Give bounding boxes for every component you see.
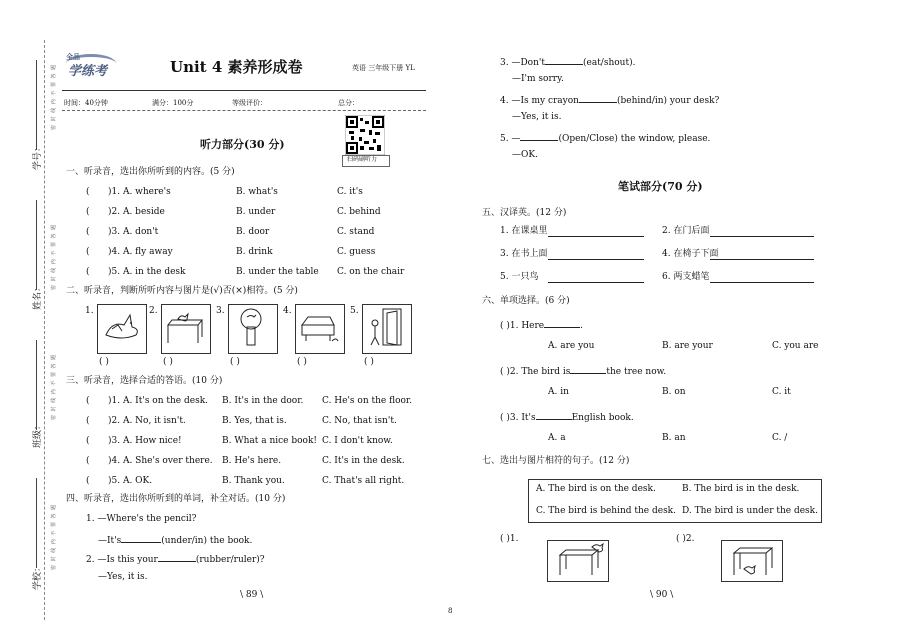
option-c: C. He's on the floor. [322, 396, 413, 406]
answer-paren-open: ( [86, 436, 90, 446]
option-b: B. Thank you. [222, 476, 285, 486]
sec4-line2-start: —It's [98, 536, 122, 546]
option-c: C. guess [337, 247, 376, 257]
answer-paren[interactable]: ( ) [297, 357, 307, 367]
writing-title: 笔试部分(70 分) [618, 180, 703, 193]
sec7-q1[interactable]: ( )1. [500, 534, 519, 544]
sec4-line4: —Yes, it is. [98, 572, 148, 582]
sec6-q1-end: . [580, 321, 584, 331]
sec7-option-b: B. The bird is in the desk. [682, 484, 800, 494]
rt-line3 [500, 93, 719, 107]
gutter-label-id: 学号： [33, 142, 43, 170]
gutter-blank-3 [36, 340, 37, 430]
rt-line3-end: (behind/in) your desk? [616, 96, 720, 106]
answer-line[interactable] [710, 259, 814, 260]
answer-blank[interactable] [158, 552, 196, 562]
answer-paren-open: ( [86, 207, 90, 217]
answer-paren-open: ( [86, 187, 90, 197]
answer-blank[interactable] [520, 131, 558, 141]
option-b: B. It's in the door. [222, 396, 304, 406]
seal-text-4: 密 封 线 内 不 要 答 题 [51, 503, 57, 570]
answer-blank[interactable] [121, 533, 161, 543]
answer-blank[interactable] [579, 93, 617, 103]
gutter-line [44, 40, 45, 620]
sec4-line2-end: (under/in) the book. [161, 536, 253, 546]
gutter-blank-2 [36, 200, 37, 290]
sec6-q1-a: A. are you [548, 341, 595, 351]
option-b: B. what's [236, 187, 278, 197]
page-number-left: \ 89 \ [240, 590, 264, 600]
sec4-line2 [98, 533, 252, 547]
option-c: C. it's [337, 187, 363, 197]
translation-item: 5. 一只鸟 [500, 272, 539, 282]
page-number-right: \ 90 \ [650, 590, 674, 600]
translation-item: 3. 在书上面 [500, 249, 548, 259]
gutter-label-class: 班级： [33, 420, 43, 448]
translation-item: 6. 两支蜡笔 [662, 272, 710, 282]
rt-line2: —I'm sorry. [512, 74, 564, 84]
sec7-picture-1 [547, 540, 609, 582]
option-c: C. No, that isn't. [322, 416, 397, 426]
option-a: )4. A. fly away [108, 247, 173, 257]
sec4-heading: 四、听录音，选出你所听到的单词，补全对话。(10 分) [66, 494, 286, 504]
sec6-q1-c: C. you are [772, 341, 819, 351]
full-score-info: 满分：100分 [152, 99, 194, 107]
option-b: B. Yes, that is. [222, 416, 287, 426]
answer-paren-open: ( [86, 416, 90, 426]
desk-bird-under-icon [722, 541, 782, 581]
answer-paren-open: ( [86, 396, 90, 406]
sec6-q1-b: B. are your [662, 341, 713, 351]
gutter-blank-1 [36, 60, 37, 150]
sec3-heading: 三、听录音，选择合适的答语。(10 分) [66, 376, 223, 386]
answer-paren-open: ( [86, 247, 90, 257]
sec2-picture-2 [161, 304, 211, 354]
answer-blank[interactable] [544, 318, 580, 328]
answer-blank[interactable] [545, 55, 583, 65]
translation-item: 1. 在课桌里 [500, 226, 548, 236]
rt-line5-start: 5. — [500, 134, 521, 144]
rt-line5 [500, 131, 710, 145]
brand-logo [66, 52, 122, 79]
sec6-q2-start: ( )2. The bird is [500, 367, 571, 377]
option-a: )2. A. beside [108, 207, 165, 217]
qr-code-icon [345, 115, 385, 155]
answer-paren-open: ( [86, 227, 90, 237]
option-c: C. It's in the desk. [322, 456, 405, 466]
desk-bird-behind-icon [548, 541, 608, 581]
option-c: C. That's all right. [322, 476, 405, 486]
bird-icon [98, 305, 142, 349]
answer-paren[interactable]: ( ) [230, 357, 240, 367]
answer-paren-open: ( [86, 267, 90, 277]
header-rule-bottom [62, 110, 426, 111]
sec6-q2-a: A. in [548, 387, 569, 397]
option-c: C. I don't know. [322, 436, 393, 446]
header-rule-top [62, 90, 426, 91]
picture-number: 5. [350, 306, 359, 316]
answer-blank[interactable] [570, 364, 606, 374]
option-a: )2. A. No, it isn't. [108, 416, 186, 426]
translation-item: 4. 在椅子下面 [662, 249, 719, 259]
answer-paren-open: ( [86, 456, 90, 466]
sec6-q3-start: ( )3. It's [500, 413, 536, 423]
logo-main-text: 学练考 [68, 64, 108, 79]
sec2-picture-3 [228, 304, 278, 354]
listening-title: 听力部分(30 分) [200, 138, 285, 151]
book-meta: 英语 三年级下册 YL [352, 64, 415, 72]
answer-line[interactable] [548, 236, 644, 237]
sec4-line1: 1. —Where's the pencil? [86, 514, 197, 524]
option-a: )4. A. She's over there. [108, 456, 213, 466]
option-a: )5. A. in the desk [108, 267, 186, 277]
sec6-q1-start: ( )1. Here [500, 321, 545, 331]
sec2-picture-1 [97, 304, 147, 354]
total-score-info: 总分： [338, 99, 359, 107]
gutter-blank-4 [36, 478, 37, 568]
answer-paren[interactable]: ( ) [99, 357, 109, 367]
option-a: )5. A. OK. [108, 476, 153, 486]
grade-info: 等级评价： [232, 99, 267, 107]
desk-bird-icon [162, 305, 206, 349]
qr-caption: 扫码刷听力 [347, 156, 378, 163]
sec4-line3-start: 2. —Is this your [86, 555, 158, 565]
option-b: B. What a nice book! [222, 436, 318, 446]
seal-text-1: 密 封 线 内 不 要 答 题 [51, 63, 57, 130]
page-title: Unit 4 素养形成卷 [170, 58, 303, 76]
answer-paren-open: ( [86, 476, 90, 486]
sec7-q2[interactable]: ( )2. [676, 534, 695, 544]
option-c: C. stand [337, 227, 375, 237]
sec6-q2 [500, 364, 666, 378]
tree-bird-icon [229, 305, 273, 349]
sec6-q1 [500, 318, 583, 332]
option-b: B. He's here. [222, 456, 282, 466]
sec1-heading: 一、听录音，选出你所听到的内容。(5 分) [66, 167, 235, 177]
rt-line1-end: (eat/shout). [582, 58, 636, 68]
sec2-heading: 二、听录音，判断所听内容与图片是(√)否(×)相符。(5 分) [66, 286, 298, 296]
answer-line[interactable] [548, 259, 644, 260]
sec6-q3 [500, 410, 634, 424]
option-b: B. under the table [236, 267, 319, 277]
sec6-q2-c: C. it [772, 387, 791, 397]
option-b: B. drink [236, 247, 273, 257]
picture-number: 1. [85, 306, 94, 316]
picture-number: 4. [283, 306, 292, 316]
option-b: B. under [236, 207, 276, 217]
sec2-picture-4 [295, 304, 345, 354]
sec2-picture-5 [362, 304, 412, 354]
gutter-label-name: 姓名： [33, 282, 43, 310]
sec5-heading: 五、汉译英。(12 分) [482, 208, 567, 218]
sec7-option-a: A. The bird is on the desk. [536, 484, 656, 494]
sec7-picture-2 [721, 540, 783, 582]
rt-line1-start: 3. —Don't [500, 58, 545, 68]
answer-paren[interactable]: ( ) [163, 357, 173, 367]
sec6-q3-a: A. a [548, 433, 566, 443]
logo-top-text: 全品 [66, 53, 80, 61]
answer-paren[interactable]: ( ) [364, 357, 374, 367]
gutter-label-school: 学校： [33, 562, 43, 590]
sofa-icon [296, 305, 340, 349]
rt-line3-start: 4. —Is my crayon [500, 96, 579, 106]
door-person-icon [363, 305, 407, 349]
rt-line1 [500, 55, 635, 69]
time-info: 时间：40分钟 [64, 99, 108, 107]
rt-line5-end: (Open/Close) the window, please. [558, 134, 711, 144]
option-a: )1. A. It's on the desk. [108, 396, 209, 406]
option-a: )3. A. don't [108, 227, 159, 237]
sec7-option-d: D. The bird is under the desk. [682, 506, 818, 516]
option-a: )1. A. where's [108, 187, 171, 197]
sec6-q2-b: B. on [662, 387, 686, 397]
sec6-q3-b: B. an [662, 433, 686, 443]
sec4-line3-end: (rubber/ruler)? [195, 555, 265, 565]
sec6-q3-end: English book. [571, 413, 634, 423]
sec7-heading: 七、选出与图片相符的句子。(12 分) [482, 456, 630, 466]
picture-number: 2. [149, 306, 158, 316]
rt-line4: —Yes, it is. [512, 112, 562, 122]
answer-line[interactable] [710, 282, 814, 283]
seal-text-3: 密 封 线 内 不 要 答 题 [51, 353, 57, 420]
rt-line6: —OK. [512, 150, 538, 160]
option-a: )3. A. How nice! [108, 436, 182, 446]
answer-line[interactable] [548, 282, 644, 283]
answer-line[interactable] [710, 236, 814, 237]
sec7-option-c: C. The bird is behind the desk. [536, 506, 676, 516]
sheet-number: 8 [448, 607, 453, 615]
picture-number: 3. [216, 306, 225, 316]
sec6-q3-c: C. / [772, 433, 788, 443]
option-c: C. on the chair [337, 267, 405, 277]
option-c: C. behind [337, 207, 381, 217]
translation-item: 2. 在门后面 [662, 226, 710, 236]
answer-blank[interactable] [536, 410, 572, 420]
option-b: B. door [236, 227, 270, 237]
sec6-heading: 六、单项选择。(6 分) [482, 296, 570, 306]
sec4-line3 [86, 552, 265, 566]
sec6-q2-end: the tree now. [606, 367, 667, 377]
seal-text-2: 密 封 线 内 不 要 答 题 [51, 223, 57, 290]
